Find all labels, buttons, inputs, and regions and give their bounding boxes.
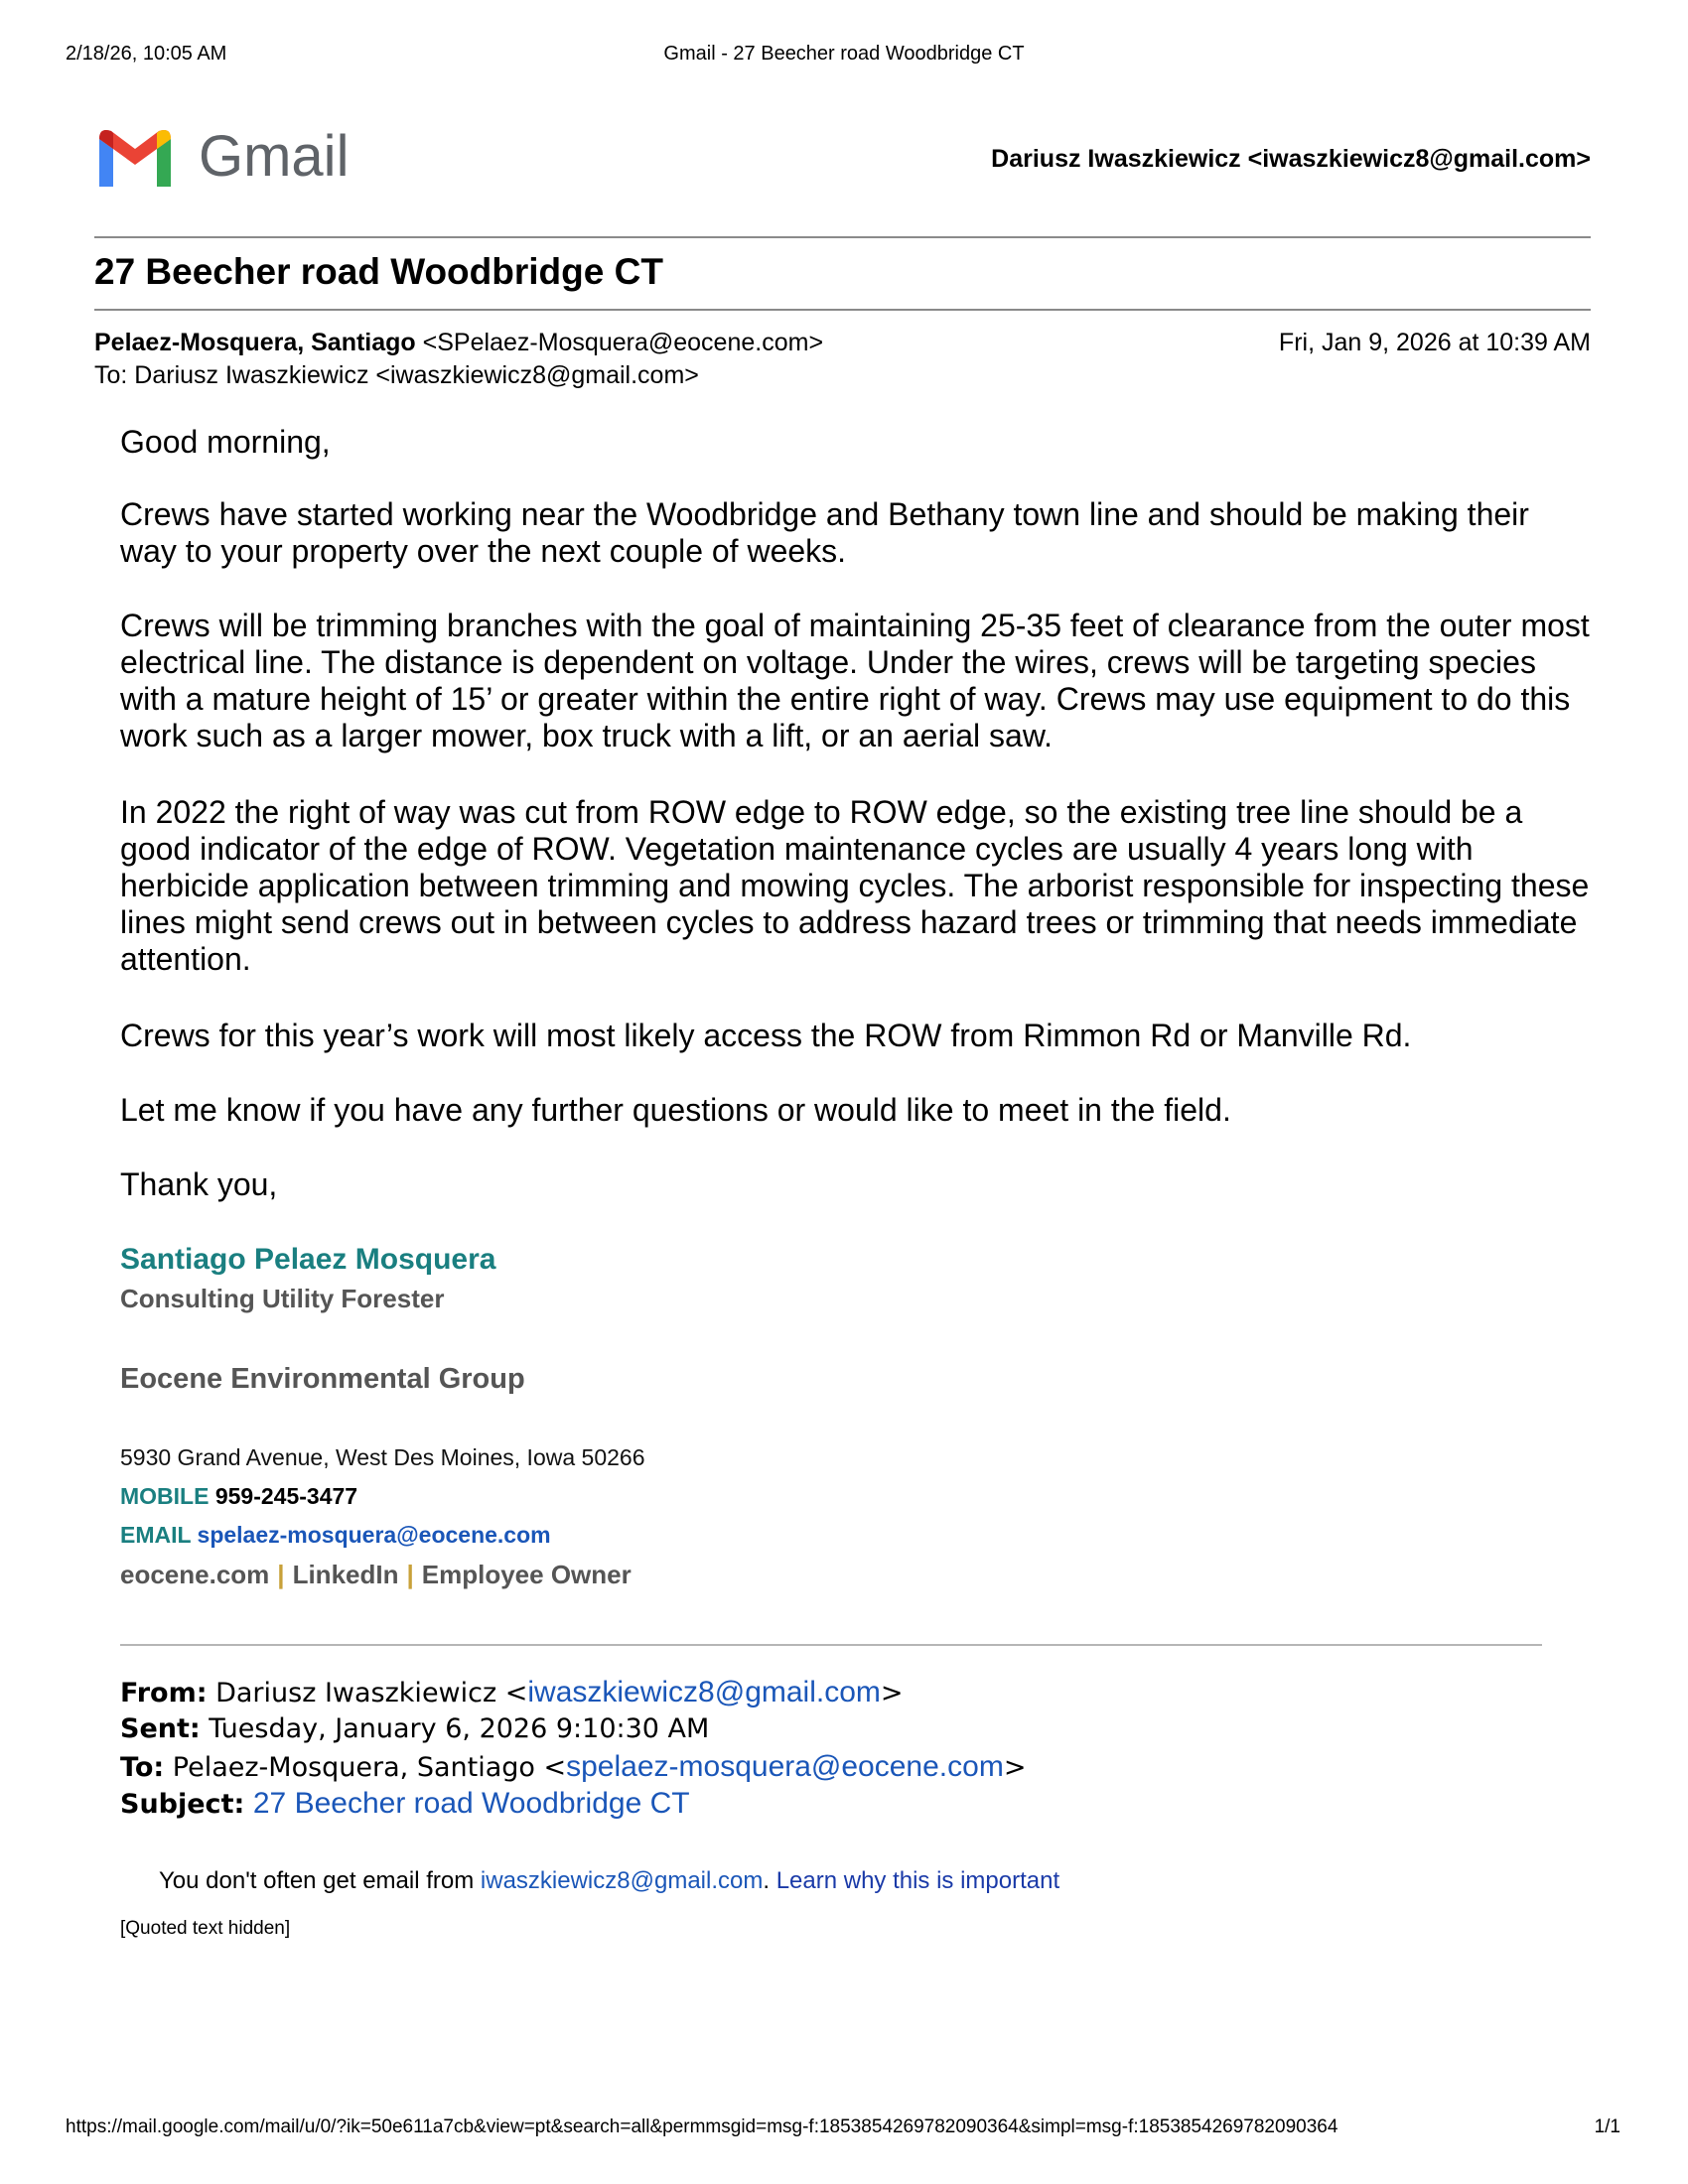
quoted-to bbox=[120, 1750, 1026, 1784]
signature-address: 5930 Grand Avenue, West Des Moines, Iowa 50266 bbox=[120, 1444, 645, 1470]
print-title: Gmail - 27 Beecher road Woodbridge CT bbox=[663, 43, 1025, 65]
body-paragraph: Let me know if you have any further questions or would like to meet in the field. bbox=[120, 1092, 1231, 1128]
gmail-logo bbox=[93, 123, 352, 189]
website-link[interactable]: eocene.com bbox=[120, 1560, 270, 1589]
signature-mobile bbox=[120, 1483, 357, 1510]
employee-owner-link[interactable]: Employee Owner bbox=[421, 1560, 632, 1589]
sent-label: Sent: bbox=[120, 1713, 201, 1744]
print-datetime: 2/18/26, 10:05 AM bbox=[66, 43, 227, 65]
body-greeting: Good morning, bbox=[120, 424, 331, 460]
link-separator: | bbox=[277, 1560, 285, 1589]
footer-url: https://mail.google.com/mail/u/0/?ik=50e611a7cb&view=pt&search=all&permmsgid=msg-f:1853854269782090364&simpl=msg-f:1853854269782090364 bbox=[66, 2116, 1338, 2137]
signature-company: Eocene Environmental Group bbox=[120, 1363, 525, 1395]
subject-divider bbox=[94, 309, 1591, 311]
subject-label: Subject: bbox=[120, 1789, 245, 1820]
from-label: From: bbox=[120, 1678, 208, 1708]
to-name: Pelaez-Mosquera, Santiago < bbox=[164, 1752, 567, 1783]
quoted-text-hidden[interactable]: [Quoted text hidden] bbox=[120, 1918, 291, 1939]
to-email-link[interactable]: spelaez-mosquera@eocene.com bbox=[566, 1750, 1004, 1783]
to-line: To: Dariusz Iwaszkiewicz <iwaszkiewicz8@gmail.com> bbox=[94, 361, 699, 389]
sender-notice bbox=[159, 1867, 1059, 1895]
body-paragraph: Crews for this year’s work will most likely access the ROW from Rimmon Rd or Manville Rd. bbox=[120, 1018, 1412, 1053]
quoted-from bbox=[120, 1676, 904, 1709]
notice-prefix: You don't often get email from bbox=[159, 1867, 481, 1894]
email-link[interactable]: spelaez-mosquera@eocene.com bbox=[197, 1522, 551, 1548]
notice-email-link[interactable]: iwaszkiewicz8@gmail.com bbox=[480, 1867, 764, 1894]
sender-email: <SPelaez-Mosquera@eocene.com> bbox=[422, 329, 824, 356]
signature-name: Santiago Pelaez Mosquera bbox=[120, 1243, 496, 1276]
sender-line bbox=[94, 329, 823, 357]
body-paragraph: Crews will be trimming branches with the goal of maintaining 25-35 feet of clearance from the outer most electrical line. The distance is dependent on voltage. Under the wires, crews will be targeting species with a mature height of 15’ or greater within the entire right of way. Crews may use equipment to do this work such as a larger mower, box truck with a lift, or an aerial saw. bbox=[120, 608, 1590, 753]
body-paragraph: In 2022 the right of way was cut from ROW edge to ROW edge, so the existing tree line should be a good indicator of the edge of ROW. Vegetation maintenance cycles are usually 4 years long with herbicide application between trimming and mowing cycles. The arborist responsible for inspecting these lines might send crews out in between cycles to address hazard trees or trimming that needs immediate attention. bbox=[120, 794, 1590, 977]
linkedin-link[interactable]: LinkedIn bbox=[292, 1560, 399, 1589]
to-close: > bbox=[1003, 1752, 1027, 1783]
footer-page-number: 1/1 bbox=[1594, 2116, 1620, 2137]
body-paragraph: Crews have started working near the Woodbridge and Bethany town line and should be making their way to your property over the next couple of weeks. bbox=[120, 496, 1529, 569]
mobile-label: MOBILE bbox=[120, 1483, 210, 1509]
gmail-m-icon bbox=[93, 125, 177, 187]
thread-subject: 27 Beecher road Woodbridge CT bbox=[94, 251, 663, 292]
body-closing: Thank you, bbox=[120, 1166, 278, 1202]
to-label: To: bbox=[120, 1752, 165, 1783]
email-label: EMAIL bbox=[120, 1522, 192, 1548]
link-separator: | bbox=[406, 1560, 414, 1589]
gmail-logo-text: Gmail bbox=[199, 124, 350, 189]
signature-links bbox=[120, 1560, 632, 1590]
notice-period: . bbox=[763, 1867, 776, 1894]
subject-link[interactable]: 27 Beecher road Woodbridge CT bbox=[252, 1787, 690, 1820]
quoted-subject bbox=[120, 1787, 690, 1821]
learn-why-link[interactable]: Learn why this is important bbox=[775, 1867, 1060, 1894]
signature-title: Consulting Utility Forester bbox=[120, 1284, 445, 1313]
account-label: Dariusz Iwaszkiewicz <iwaszkiewicz8@gmail.com> bbox=[991, 145, 1591, 173]
message-date: Fri, Jan 9, 2026 at 10:39 AM bbox=[1278, 329, 1591, 356]
quoted-sent bbox=[120, 1713, 709, 1744]
mobile-number[interactable]: 959-245-3477 bbox=[214, 1483, 358, 1509]
sender-name: Pelaez-Mosquera, Santiago bbox=[94, 329, 416, 356]
from-name: Dariusz Iwaszkiewicz < bbox=[207, 1678, 528, 1708]
signature-email bbox=[120, 1522, 551, 1549]
quoted-divider bbox=[120, 1644, 1542, 1646]
header-divider bbox=[94, 236, 1591, 238]
from-email-link[interactable]: iwaszkiewicz8@gmail.com bbox=[527, 1676, 881, 1708]
sent-value: Tuesday, January 6, 2026 9:10:30 AM bbox=[200, 1713, 710, 1744]
from-close: > bbox=[880, 1678, 904, 1708]
